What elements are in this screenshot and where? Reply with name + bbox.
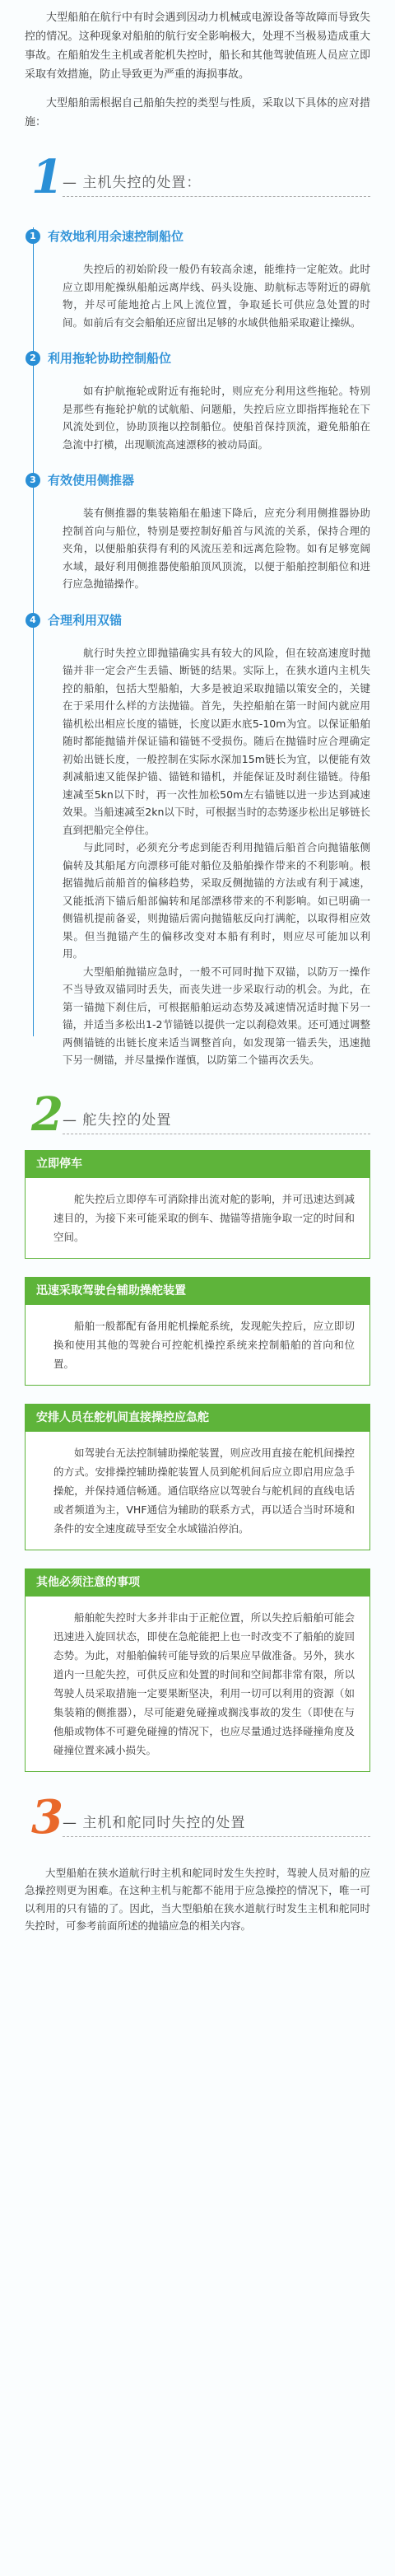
- card-emergency-steering-title: 安排人员在舵机间直接操控应急舵: [25, 1404, 370, 1432]
- subsection-2-header: [30, 349, 370, 371]
- card-other-notes-text: 船舶舵失控时大多并非由于正舵位置，所以失控后船舶可能会迅速进入旋回状态，即使在急舵能把上也一时改变不了船舶的旋回态势。为此，对船舶偏转可能导致的后果应早做准备。另外，狭水道内一旦舵失控，可供反应和处置的时间和空间都非常有限，所以驾驶人员采取措施一定要果断坚决，利用一切可以利用的资源（如集装箱的侧推器），尽可能避免碰撞或搁浅事故的发生（即使在与他船或物体不可避免碰撞的情况下，也应尽量通过选择碰撞角度及碰撞位置来减小损失。: [53, 1611, 355, 1756]
- section-3-title: — 主机和舵同时失控的处置: [63, 1814, 246, 1831]
- section-1-number: 1: [31, 150, 63, 204]
- section-3-header: [25, 1788, 370, 1849]
- subsection-3: [30, 471, 370, 593]
- section-1-title-text: 主机失控的处置：: [82, 175, 202, 191]
- subsection-4-body: [33, 633, 370, 1069]
- subsection-2-text: 如有护航拖轮或附近有拖轮时，则应充分利用这些拖轮。特别是那些有拖轮护航的试航船、问题船，失控后应立即指挥拖轮在下风流处到位，协助顶拖以控制船位。使船首保持顶流，避免船舶在急流中打横，出现顺流高速漂移的被动局面。: [63, 385, 370, 451]
- section-3-title-text: 主机和舵同时失控的处置: [82, 1814, 246, 1831]
- section-3-number: 3: [31, 1789, 63, 1844]
- card-auxiliary-steering: [25, 1277, 370, 1386]
- section-3-body: [25, 1849, 370, 1935]
- subsection-4-badge: 4: [26, 613, 40, 628]
- subsection-2-title: 利用拖轮协助控制船位: [48, 351, 172, 366]
- subsection-4: [30, 611, 370, 1069]
- card-emergency-steering: [25, 1404, 370, 1550]
- intro-paragraph-2: 大型船舶需根据自己船舶失控的类型与性质，采取以下具体的应对措施：: [25, 97, 370, 129]
- subsection-3-title: 有效使用侧推器: [48, 473, 135, 488]
- card-auxiliary-steering-title: 迅速采取驾驶台辅助操舵装置: [25, 1277, 370, 1305]
- subsection-4-header: [30, 611, 370, 633]
- section-1-header: [25, 148, 370, 209]
- subsection-4-title: 合理利用双锚: [48, 612, 123, 628]
- subsection-1: [30, 227, 370, 331]
- section-3-divider: [63, 1836, 370, 1837]
- card-other-notes: [25, 1569, 370, 1772]
- subsection-3-header: [30, 471, 370, 493]
- card-stop-engine: [25, 1150, 370, 1259]
- section-2-header: [25, 1086, 370, 1147]
- card-other-notes-title: 其他必须注意的事项: [25, 1569, 370, 1597]
- card-auxiliary-steering-text: 船舶一般都配有备用舵机操舵系统，发现舵失控后，应立即切换和使用其他的驾驶台可控舵机操控系统来控制船舶的首向和位置。: [53, 1319, 355, 1370]
- section-2-number: 2: [31, 1087, 63, 1142]
- section-1-divider: [63, 196, 370, 197]
- subsection-4-paragraph-2: 与此同时，必须充分考虑到能否利用抛锚后船首合向抛锚舷侧偏转及其船尾方向漂移可能对船位及船舶操作带来的不利影响。根据锚抛后前船首的偏移趋势，采取反侧抛锚的方法或有利于减速，又能抵消下锚后船部偏转和尾部漂移带来的不利影响。如已明确一侧锚机提前备妥，则抛锚后需向抛锚舷反向打满舵，以取得相应效果。但当抛锚产生的偏移改变对本船有利时，则应尽可能加以利用。: [63, 841, 370, 960]
- section-1-title: — 主机失控的处置：: [63, 175, 202, 191]
- subsection-3-text: 装有侧推器的集装箱船在船速下降后，应充分利用侧推器协助控制首向与船位，特别是要控制好船首与风流的关系，保持合理的夹角，以便船舶获得有利的风流压差和远离危险物。如有足够宽阔水域，最好利用侧推器使船舶顶风顶流，以便于船舶控制船位和进行应急抛锚操作。: [63, 507, 370, 590]
- subsection-4-paragraph-1: 航行时失控立即抛锚确实具有较大的风险，但在较高速度时抛锚并非一定会产生丢锚、断链的结果。实际上，在狭水道内主机失控的船舶，包括大型船舶，大多是被迫采取抛锚以策安全的，关键在于采用什么样的方法抛锚。首先，失控船舶在第一时间内就应用锚机松出相应长度的锚链，长度以距水底5-10m为宜。以保证船舶随时都能抛锚并保证锚和锚链不受损伤。随后在抛锚时应合理确定初始出链长度，一般控制在实际水深加15m链长为宜，以便能有效刹减船速又能保护锚、锚链和锚机，并能保证及时刹住锚链。待船速减至5kn以下时，再一次性加松50m左右锚链以进一步达到减速效果。当船速减至2kn以下时，可根据当时的态势逐步松出足够链长直到把船完全停住。: [63, 646, 370, 836]
- section-3-text: 大型船舶在狭水道航行时主机和舵同时发生失控时，驾驶人员对船的应急操控则更为困难。在这种主机与舵都不能用于应急操控的情况下，唯一可以利用的只有锚的了。因此，当大型船舶在狭水道航行时发生主机和舵同时失控时，可参考前面所述的抛锚应急的相关内容。: [25, 1866, 370, 1932]
- section-2-title-text: 舵失控的处置: [82, 1111, 172, 1129]
- card-stop-engine-title: 立即停车: [25, 1150, 370, 1178]
- intro: [25, 0, 370, 132]
- section-1-body: [25, 227, 370, 1069]
- subsection-1-badge: 1: [26, 229, 40, 244]
- subsection-3-badge: 3: [26, 473, 40, 488]
- subsection-4-paragraph-3: 大型船舶抛锚应急时，一般不可同时抛下双锚，以防万一操作不当导致双锚同时丢失，而丧失进一步采取行动的机会。为此，在第一锚抛下刹住后，可根据船舶运动态势及减速情况适时抛下另一锚，并适当多松出1-2节锚链以提供一定以刹稳效果。还可通过调整两侧锚链的出链长度来适当调整首向，如发现第一锚丢失，迅速抛下另一侧锚，并尽量操作谨慎，以防第二个锚再次丢失。: [63, 965, 370, 1066]
- subsection-1-title: 有效地利用余速控制船位: [48, 229, 184, 244]
- subsection-2: [30, 349, 370, 453]
- card-stop-engine-text: 舵失控后立即停车可消除排出流对舵的影响，并可迅速达到减速目的，为接下来可能采取的倒车、抛锚等措施争取一定的时间和空间。: [53, 1192, 355, 1243]
- intro-paragraph-1: 大型船舶在航行中有时会遇到因动力机械或电源设备等故障而导致失控的情况。这种现象对船舶的航行安全影响极大，处理不当极易造成重大事故。在船舶发生主机或者舵机失控时，船长和其他驾驶值班人员应立即采取有效措施，防止导致更为严重的海损事故。: [25, 12, 370, 81]
- subsection-2-badge: 2: [26, 351, 40, 366]
- subsection-1-text: 失控后的初始阶段一般仍有较高余速，能维持一定舵效。此时应立即用舵操纵船舶远离岸线、码头设施、助航标志等附近的碍航物，并尽可能地抢占上风上流位置，争取延长可供应急处置的时间。如前后有交会船舶还应留出足够的水域供他船采取避让操纵。: [63, 263, 370, 329]
- section-2-title: — 舵失控的处置: [63, 1111, 172, 1129]
- card-emergency-steering-text: 如驾驶台无法控制辅助操舵装置，则应改用直接在舵机间操控的方式。安排操控辅助操舵装置人员到舵机间后应立即启用应急手操舵，并保持通信畅通。通信联络应以驾驶台与舵机间的直线电话或者频道为主，VHF通信为辅助的联系方式，再以适合当时环境和条件的安全速度疏导至安全水域锚泊停泊。: [53, 1446, 355, 1535]
- subsection-1-header: [30, 227, 370, 249]
